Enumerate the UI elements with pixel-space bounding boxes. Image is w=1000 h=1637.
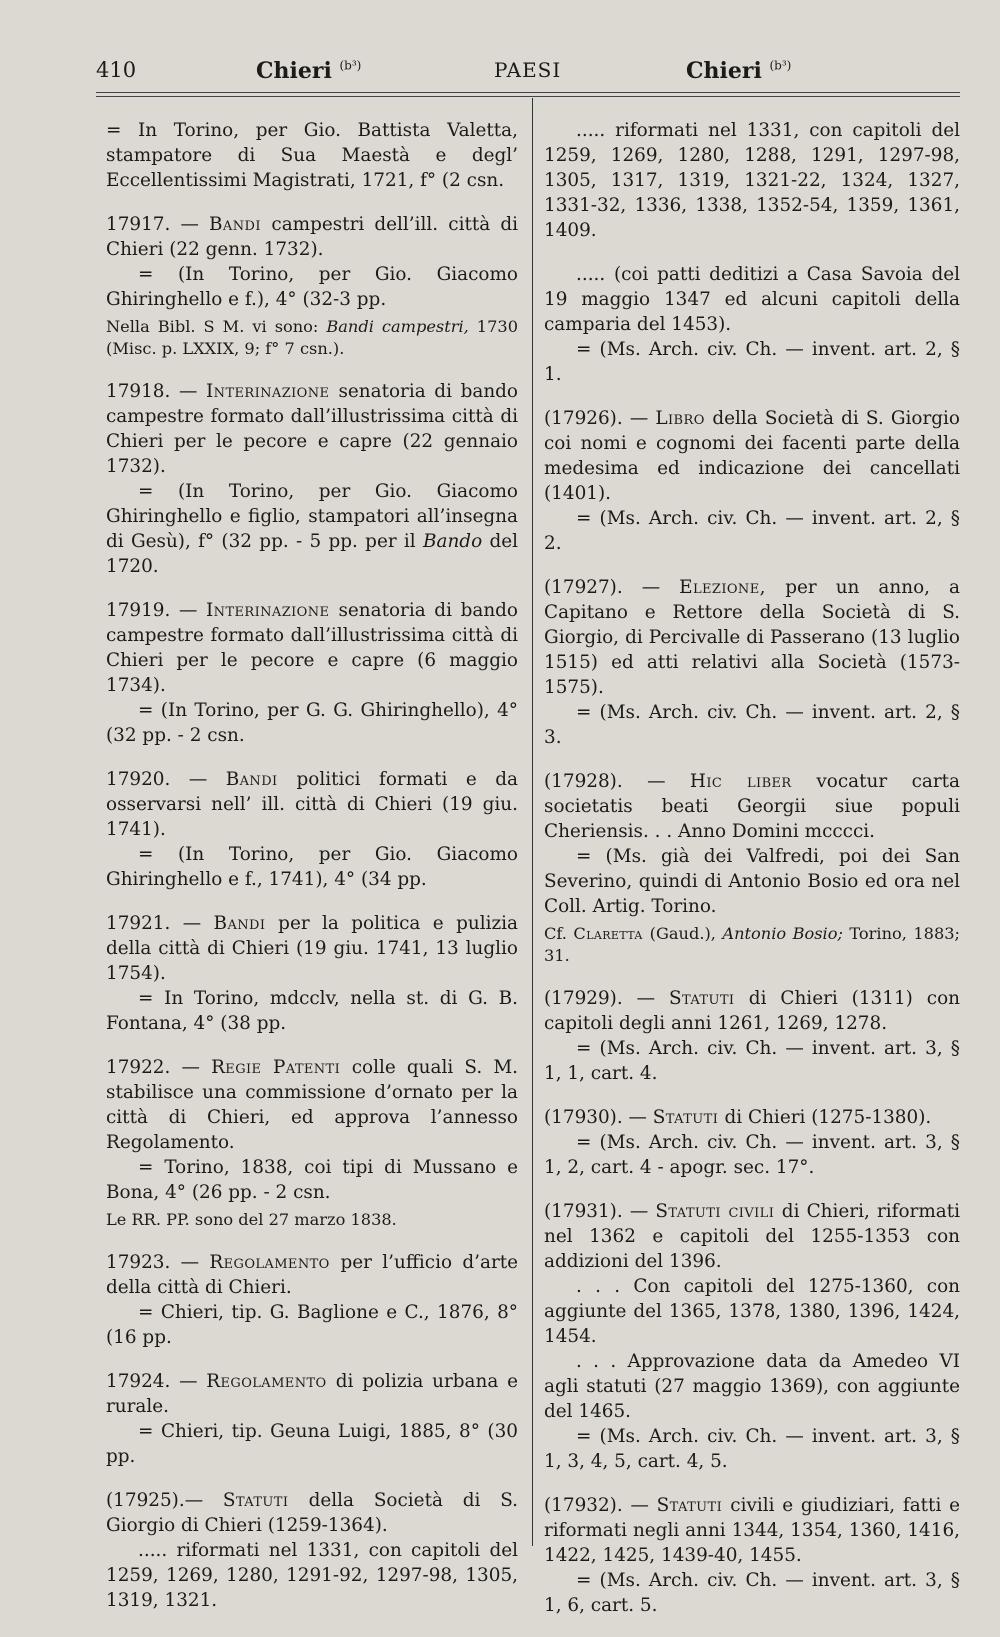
- author-name: Claretta: [573, 924, 650, 943]
- entry-keyword: Statuti civili: [655, 1201, 782, 1222]
- entry-text: di polizia urbana e rurale.: [106, 1371, 518, 1417]
- left-entry: [106, 212, 518, 360]
- entry-paragraph: [544, 769, 960, 844]
- running-header: [96, 50, 960, 92]
- entry-paragraph: [106, 118, 518, 193]
- header-center: PAESI: [494, 58, 562, 82]
- left-entry: [106, 598, 518, 748]
- entry-text: senatoria di bando campestre formato dall’illustrissima città di Chieri per le pecore e capre (22 gennaio 1732).: [106, 381, 519, 477]
- entry-text: = (Ms. Arch. civ. Ch. — invent. art. 3, § 1, 1, cart. 4.: [544, 1038, 960, 1084]
- right-entry: [544, 1105, 960, 1180]
- header-rule: [96, 92, 960, 93]
- entry-text: = (In Torino, per Gio. Giacomo Ghiringhello e f.), 4° (32-3 pp.: [106, 264, 518, 310]
- header-left-text: Chieri: [256, 58, 332, 84]
- entry-text: della Società di S. Giorgio coi nomi e cognomi dei facenti parte della medesima ed indicazione dei cancellati (1401).: [544, 408, 960, 504]
- right-entry: [544, 575, 960, 750]
- entry-paragraph: [106, 262, 518, 312]
- entry-text: per l’ufficio d’arte della città di Chieri.: [106, 1252, 519, 1298]
- entry-keyword: Statuti: [656, 1495, 731, 1516]
- right-column: [544, 118, 960, 1637]
- entry-text: per la politica e pulizia della città di Chieri (19 giu. 1741, 13 luglio 1754).: [106, 913, 518, 984]
- entry-text: di Chieri, riformati nel 1362 e capitoli del 1255-1353 con addizioni del 1396.: [544, 1201, 960, 1272]
- header-right-text: Chieri: [686, 58, 762, 84]
- entry-text: ..... (coi patti deditizi a Casa Savoia del 19 maggio 1347 ed alcuni capitoli della camparia del 1453).: [544, 264, 960, 335]
- entry-keyword: Regolamento: [206, 1371, 336, 1392]
- entry-paragraph: [544, 700, 960, 750]
- entry-text: = (Ms. Arch. civ. Ch. — invent. art. 2, § 1.: [544, 339, 960, 385]
- entry-text: senatoria di bando campestre formato dall’illustrissima città di Chieri per le pecore e capre (6 maggio 1734).: [106, 600, 519, 696]
- note-text: Cf.: [544, 924, 574, 943]
- entry-text: = (In Torino, per Gio. Giacomo Ghiringhello e f., 1741), 4° (34 pp.: [106, 844, 518, 890]
- entry-paragraph: [106, 1155, 518, 1205]
- right-entry: [544, 262, 960, 387]
- italic-title: Bando: [415, 531, 483, 552]
- entry-text: = Torino, 1838, coi tipi di Mussano e Bona, 4° (26 pp. - 2 csn.: [106, 1157, 518, 1203]
- entry-paragraph: [106, 1250, 518, 1300]
- entry-text: politici formati e da osservarsi nell’ ill. città di Chieri (19 giu. 1741).: [106, 769, 518, 840]
- entry-paragraph: [106, 767, 518, 842]
- entry-text: di Chieri (1311) con capitoli degli anni 1261, 1269, 1278.: [544, 988, 960, 1034]
- entry-paragraph: [106, 698, 518, 748]
- entry-text: ..... riformati nel 1331, con capitoli del 1259, 1269, 1280, 1291-92, 1297-98, 1305, 1319, 1321.: [106, 1540, 518, 1611]
- entry-paragraph: [544, 1568, 960, 1618]
- entry-keyword: Hic liber: [689, 771, 817, 792]
- entry-text: civili e giudiziari, fatti e riformati negli anni 1344, 1354, 1360, 1416, 1422, 1425, 1439-40, 1455.: [544, 1495, 960, 1566]
- left-entry: [106, 118, 518, 193]
- entry-paragraph: [106, 986, 518, 1036]
- entry-keyword: Interinazione: [206, 381, 339, 402]
- entry-text: ..... riformati nel 1331, con capitoli del 1259, 1269, 1280, 1288, 1291, 1297-98, 1305, 1317, 1319, 1321-22, 1324, 1327, 1331-32, 1336, 1338, 1352-54, 1359, 1361, 1409.: [544, 120, 960, 241]
- entry-paragraph: [106, 1419, 518, 1469]
- entry-text: della Società di S. Giorgio di Chieri (1259-1364).: [106, 1490, 519, 1536]
- entry-note: [106, 316, 518, 360]
- entry-number: (17932). —: [544, 1495, 657, 1516]
- left-entry: [106, 767, 518, 892]
- entry-text: = (Ms. Arch. civ. Ch. — invent. art. 3, § 1, 2, cart. 4 - apogr. sec. 17°.: [544, 1132, 960, 1178]
- left-entry: [106, 379, 518, 579]
- entry-number: (17929). —: [544, 988, 669, 1009]
- header-right-title: [686, 58, 791, 84]
- entry-number: 17918. —: [106, 381, 207, 402]
- note-text: (Gaud.),: [649, 924, 723, 943]
- entry-paragraph: [106, 212, 518, 262]
- right-entry: [544, 1493, 960, 1618]
- italic-title: Bandi campestri,: [318, 317, 469, 336]
- header-left-title: [256, 58, 361, 84]
- entry-keyword: Regie Patenti: [211, 1057, 352, 1078]
- entry-text: = Chieri, tip. Geuna Luigi, 1885, 8° (30 pp.: [106, 1421, 518, 1467]
- entry-paragraph: [106, 1055, 518, 1155]
- entry-paragraph: [544, 118, 960, 243]
- column-divider: [532, 98, 533, 1546]
- entry-keyword: Elezione,: [679, 577, 786, 598]
- entry-text-tail: del 1720.: [106, 531, 518, 577]
- entry-text-tail: 1730 (Misc. p. LXXIX, 9; f° 7 csn.).: [106, 317, 519, 358]
- entry-paragraph: [544, 844, 960, 919]
- entry-text: campestri dell’ill. città di Chieri (22 genn. 1732).: [106, 214, 518, 260]
- left-entry: [106, 1250, 518, 1350]
- entry-number: (17927). —: [544, 577, 680, 598]
- left-column: [106, 118, 518, 1632]
- entry-paragraph: [106, 911, 518, 986]
- entry-text: per un anno, a Capitano e Rettore della Società di S. Giorgio, di Percivalle di Passerano (13 luglio 1515) ed atti relativi alla Società (1573-1575).: [544, 577, 960, 698]
- entry-number: 17924. —: [106, 1371, 207, 1392]
- entry-text: = In Torino, mdccl​v, nella st. di G. B. Fontana, 4° (38 pp.: [106, 988, 518, 1034]
- page-number: 410: [96, 58, 137, 82]
- entry-text: Nella Bibl. S M. vi sono:: [106, 317, 319, 336]
- entry-keyword: Bandi: [209, 214, 272, 235]
- entry-paragraph: [544, 1274, 960, 1349]
- left-entry: [106, 1488, 518, 1613]
- entry-paragraph: [544, 1493, 960, 1568]
- right-entry: [544, 406, 960, 556]
- entry-number: 17920. —: [106, 769, 226, 790]
- entry-text: = Chieri, tip. G. Baglione e C., 1876, 8° (16 pp.: [106, 1302, 518, 1348]
- entry-keyword: Bandi: [213, 913, 279, 934]
- entry-keyword: Statuti: [222, 1490, 309, 1511]
- italic-title: Antonio Bosio;: [722, 924, 843, 943]
- entry-number: (17926). —: [544, 408, 656, 429]
- entry-keyword: Statuti: [668, 988, 749, 1009]
- header-right-sup: (b³): [769, 58, 792, 73]
- left-entry: [106, 911, 518, 1036]
- entry-note: [106, 1209, 518, 1231]
- entry-paragraph: [106, 1369, 518, 1419]
- entry-number: 17919. —: [106, 600, 207, 621]
- entry-paragraph: [544, 575, 960, 700]
- entry-text: colle quali S. M. stabilisce una commissione d’ornato per la città di Chieri, ed approva l’annesso Regolamento.: [106, 1057, 519, 1153]
- right-entry: [544, 1199, 960, 1474]
- entry-text: = (Ms. Arch. civ. Ch. — invent. art. 2, § 2.: [544, 508, 960, 554]
- entry-text: Le RR. PP. sono del 27 marzo 1838.: [106, 1210, 397, 1229]
- entry-paragraph: [106, 842, 518, 892]
- left-entry: [106, 1055, 518, 1231]
- entry-paragraph: [544, 1130, 960, 1180]
- entry-number: (17930). —: [544, 1107, 653, 1128]
- entry-paragraph: [544, 506, 960, 556]
- entry-paragraph: [544, 406, 960, 506]
- entry-paragraph: [106, 479, 518, 579]
- header-rule-double: [96, 96, 960, 97]
- entry-text: = (Ms. Arch. civ. Ch. — invent. art. 3, § 1, 3, 4, 5, cart. 4, 5.: [544, 1426, 960, 1472]
- entry-number: (17931). —: [544, 1201, 656, 1222]
- entry-paragraph: [106, 379, 518, 479]
- entry-paragraph: [106, 1488, 518, 1538]
- entry-paragraph: [106, 1538, 518, 1613]
- entry-text: . . . Con capitoli del 1275-1360, con aggiunte del 1365, 1378, 1380, 1396, 1424, 1454.: [544, 1276, 960, 1347]
- right-entry: [544, 769, 960, 967]
- entry-number: (17928). —: [544, 771, 690, 792]
- entry-number: 17921. —: [106, 913, 214, 934]
- entry-text: di Chieri (1275-1380).: [724, 1107, 932, 1128]
- right-entry: [544, 118, 960, 243]
- entry-paragraph: [544, 1036, 960, 1086]
- entry-paragraph: [544, 1349, 960, 1424]
- header-left-sup: (b³): [339, 58, 362, 73]
- entry-number: (17925).—: [106, 1490, 223, 1511]
- entry-paragraph: [106, 1300, 518, 1350]
- left-entry: [106, 1369, 518, 1469]
- entry-paragraph: [544, 262, 960, 337]
- entry-paragraph: [106, 598, 518, 698]
- entry-text: = (Ms. Arch. civ. Ch. — invent. art. 2, § 3.: [544, 702, 960, 748]
- entry-text: = (In Torino, per Gio. Giacomo Ghiringhello e figlio, stampatori all’insegna di Gesù), f° (32 pp. - 5 pp. per il: [106, 481, 518, 552]
- entry-number: 17923. —: [106, 1252, 210, 1273]
- entry-keyword: Regolamento: [209, 1252, 341, 1273]
- entry-note: [544, 923, 960, 967]
- entry-text: = (Ms. già dei Valfredi, poi dei San Severino, quindi di Antonio Bosio ed ora nel Coll. Artig. Torino.: [544, 846, 960, 917]
- entry-paragraph: [544, 986, 960, 1036]
- entry-text: = (In Torino, per G. G. Ghiringhello), 4° (32 pp. - 2 csn.: [106, 700, 518, 746]
- entry-text: . . . Approvazione data da Amedeo VI agli statuti (27 maggio 1369), con aggiunte del 1465.: [544, 1351, 960, 1422]
- entry-paragraph: [544, 1424, 960, 1474]
- entry-paragraph: [544, 337, 960, 387]
- entry-text: vocatur carta societatis beati Georgii siue populi Cheriensis. . . Anno Domini mcccci.: [544, 771, 960, 842]
- entry-number: 17917. —: [106, 214, 210, 235]
- entry-keyword: Statuti: [652, 1107, 725, 1128]
- entry-text: = In Torino, per Gio. Battista Valetta, stampatore di Sua Maestà e degl’ Eccellentissimi Magistrati, 1721, f° (2 csn.: [106, 120, 518, 191]
- entry-text: = (Ms. Arch. civ. Ch. — invent. art. 3, § 1, 6, cart. 5.: [544, 1570, 960, 1616]
- entry-text-tail: Torino, 1883; 31.: [544, 924, 961, 965]
- right-entry: [544, 986, 960, 1086]
- entry-keyword: Bandi: [225, 769, 297, 790]
- entry-paragraph: [544, 1199, 960, 1274]
- entry-paragraph: [544, 1105, 960, 1130]
- entry-number: 17922. —: [106, 1057, 212, 1078]
- entry-keyword: Interinazione: [206, 600, 339, 621]
- entry-keyword: Libro: [655, 408, 713, 429]
